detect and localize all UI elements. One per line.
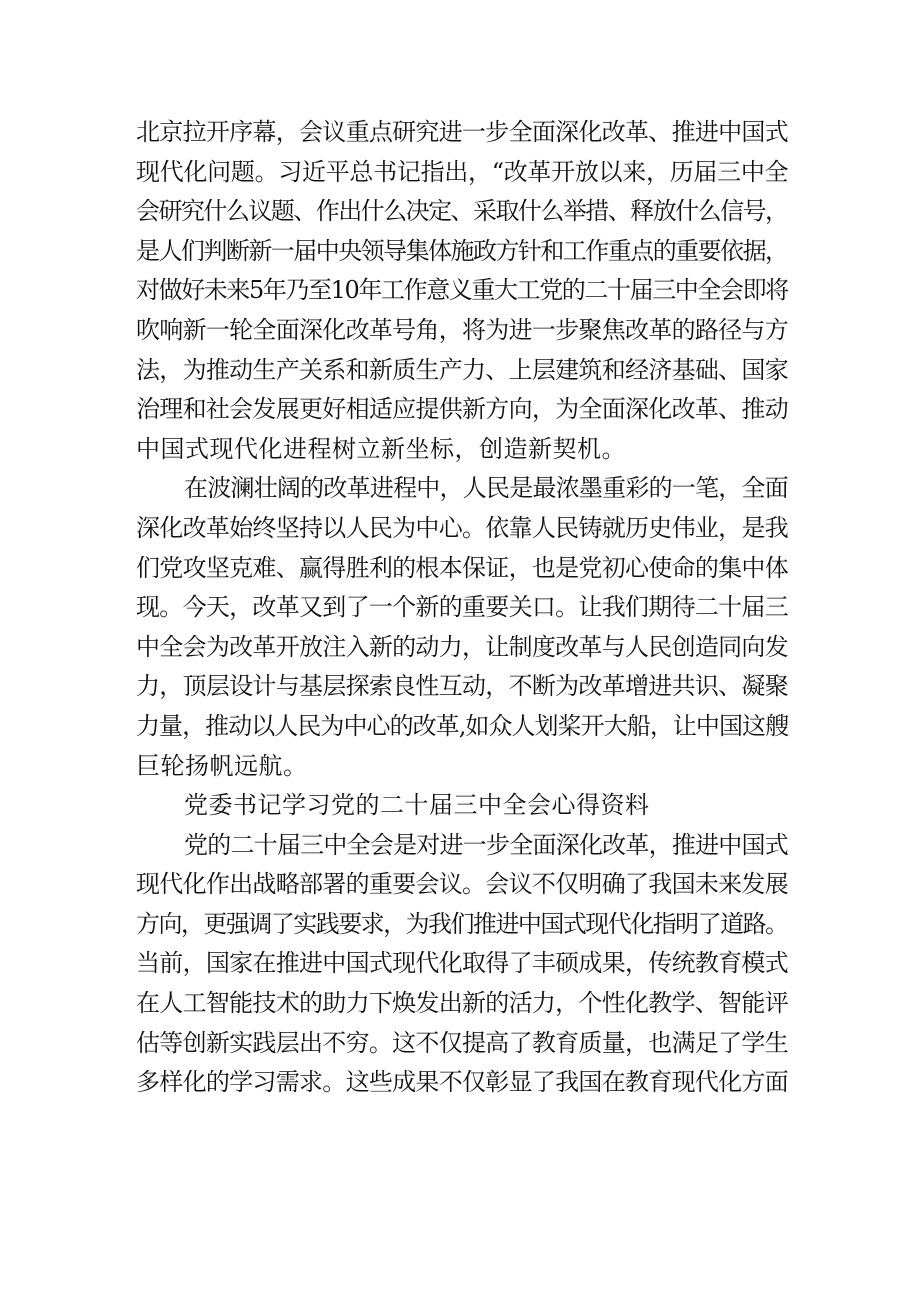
text-line: 对做好未来5年乃至10年工作意义重大工党的二十届三中全会即将 — [136, 276, 788, 305]
text-line: 方向，更强调了实践要求，为我们推进中国式现代化指明了道路。 — [136, 909, 788, 938]
text-line: 现代化问题。习近平总书记指出，“改革开放以来，历届三中全 — [136, 157, 789, 186]
text-line: 在人工智能技术的助力下焕发出新的活力，个性化教学、智能评 — [136, 989, 788, 1018]
text-line: 们党攻坚克难、赢得胜利的根本保证，也是党初心使命的集中体 — [136, 553, 788, 582]
text-line: 是人们判断新一届中央领导集体施政方针和工作重点的重要依据， — [136, 236, 788, 265]
paragraph-start-line: 党的二十届三中全会是对进一步全面深化改革，推进中国式 — [184, 830, 788, 859]
text-line: 治理和社会发展更好相适应提供新方向，为全面深化改革、推动 — [136, 395, 788, 424]
text-line: 北京拉开序幕，会议重点研究进一步全面深化改革、推进中国式 — [136, 118, 788, 146]
text-line: 中国式现代化进程树立新坐标，创造新契机。 — [136, 434, 626, 463]
text-line: 会研究什么议题、作出什么决定、采取什么举措、释放什么信号， — [136, 197, 788, 226]
text-line: 巨轮扬帆远航。 — [136, 751, 308, 780]
text-line: 当前，国家在推进中国式现代化取得了丰硕成果，传统教育模式 — [136, 949, 788, 978]
text-line: 估等创新实践层出不穷。这不仅提高了教育质量，也满足了学生 — [136, 1028, 788, 1057]
text-line: 力量，推动以人民为中心的改革,如众人划桨开大船，让中国这艘 — [136, 711, 789, 740]
text-line: 中全会为改革开放注入新的动力，让制度改革与人民创造同向发 — [136, 632, 788, 661]
text-line: 多样化的学习需求。这些成果不仅彰显了我国在教育现代化方面 — [136, 1068, 788, 1097]
document-body — [136, 113, 788, 1103]
text-line: 现。今天，改革又到了一个新的重要关口。让我们期待二十届三 — [136, 593, 788, 622]
text-line: 法，为推动生产关系和新质生产力、上层建筑和经济基础、国家 — [136, 355, 788, 384]
text-line: 力，顶层设计与基层探索良性互动，不断为改革增进共识、凝聚 — [136, 672, 788, 701]
text-line: 吹响新一轮全面深化改革号角，将为进一步聚焦改革的路径与方 — [136, 315, 788, 344]
section-title: 党委书记学习党的二十届三中全会心得资料 — [184, 791, 650, 820]
text-line: 深化改革始终坚持以人民为中心。依靠人民铸就历史伟业，是我 — [136, 513, 788, 542]
text-line: 现代化作出战略部署的重要会议。会议不仅明确了我国未来发展 — [136, 870, 788, 899]
paragraph-start-line: 在波澜壮阔的改革进程中，人民是最浓墨重彩的一笔，全面 — [184, 474, 788, 503]
